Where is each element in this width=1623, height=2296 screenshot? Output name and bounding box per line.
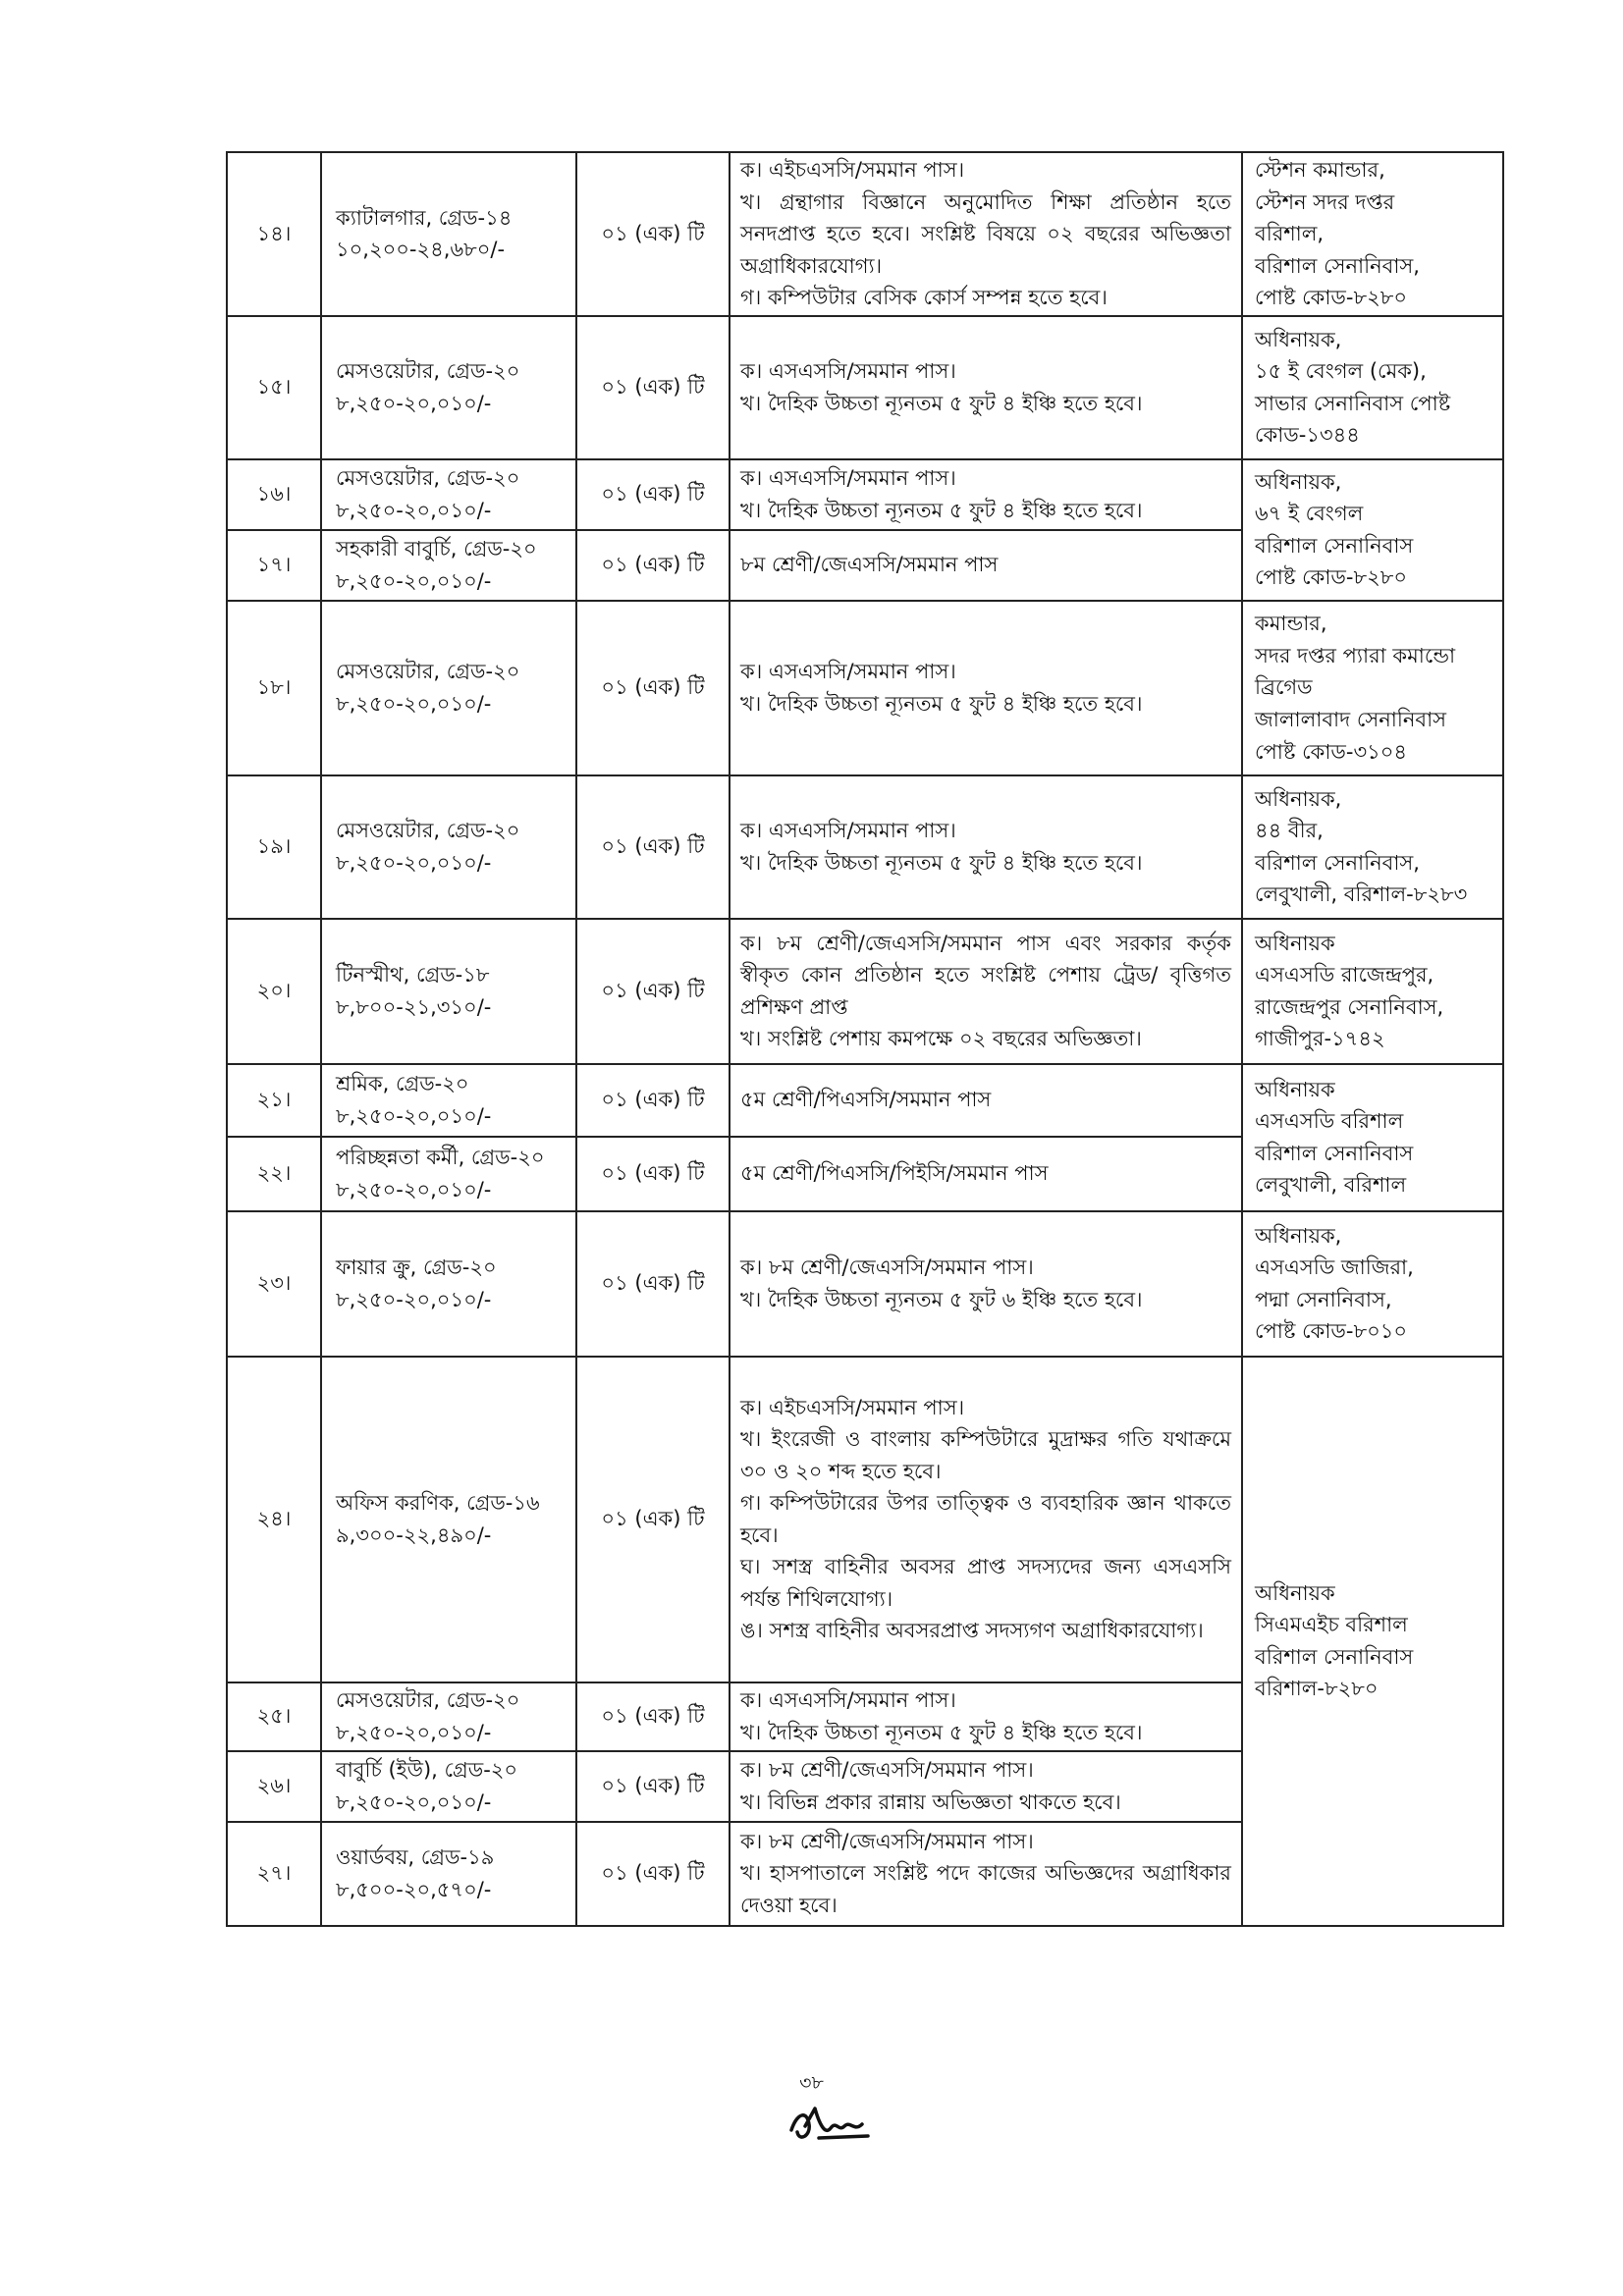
serial-number: ২১। (227, 1064, 321, 1137)
qualification: ক। এসএসসি/সমমান পাস। খ। দৈহিক উচ্চতা ন্যূনতম ৫ ফুট ৪ ইঞ্চি হতে হবে। (730, 1682, 1242, 1751)
vacancy-count: ০১ (এক) টি (576, 1357, 730, 1682)
vacancy-count: ০১ (এক) টি (576, 1822, 730, 1926)
qualification: ক। ৮ম শ্রেণী/জেএসসি/সমমান পাস। খ। হাসপাতালে সংশ্লিষ্ট পদে কাজের অভিজ্ঞদের অগ্রাধিকার দেওয়া হবে। (730, 1822, 1242, 1926)
handwritten-signature (785, 2103, 874, 2152)
post-name-grade-salary: সহকারী বাবুর্চি, গ্রেড-২০ ৮,২৫০-২০,০১০/- (321, 530, 576, 601)
vacancy-count: ০১ (এক) টি (576, 1682, 730, 1751)
vacancy-count: ০১ (এক) টি (576, 919, 730, 1064)
serial-number: ২০। (227, 919, 321, 1064)
table-row (227, 601, 1503, 775)
qualification: ক। এসএসসি/সমমান পাস। খ। দৈহিক উচ্চতা ন্যূনতম ৫ ফুট ৪ ইঞ্চি হতে হবে। (730, 601, 1242, 775)
qualification: ক। এসএসসি/সমমান পাস। খ। দৈহিক উচ্চতা ন্যূনতম ৫ ফুট ৪ ইঞ্চি হতে হবে। (730, 775, 1242, 919)
table-row (227, 775, 1503, 919)
table-row (227, 1211, 1503, 1357)
serial-number: ২৪। (227, 1357, 321, 1682)
serial-number: ১৪। (227, 152, 321, 316)
office-address: অধিনায়ক, ৪৪ বীর, বরিশাল সেনানিবাস, লেবুখালী, বরিশাল-৮২৮৩ (1242, 775, 1503, 919)
post-name-grade-salary: মেসওয়েটার, গ্রেড-২০ ৮,২৫০-২০,০১০/- (321, 1682, 576, 1751)
post-name-grade-salary: বাবুর্চি (ইউ), গ্রেড-২০ ৮,২৫০-২০,০১০/- (321, 1751, 576, 1822)
vacancy-count: ০১ (এক) টি (576, 1137, 730, 1211)
table-row (227, 1064, 1503, 1137)
table-row (227, 152, 1503, 316)
table-row (227, 1357, 1503, 1682)
qualification: ৫ম শ্রেণী/পিএসসি/পিইসি/সমমান পাস (730, 1137, 1242, 1211)
vacancy-count: ০১ (এক) টি (576, 152, 730, 316)
post-name-grade-salary: ওয়ার্ডবয়, গ্রেড-১৯ ৮,৫০০-২০,৫৭০/- (321, 1822, 576, 1926)
post-name-grade-salary: মেসওয়েটার, গ্রেড-২০ ৮,২৫০-২০,০১০/- (321, 459, 576, 530)
vacancy-count: ০১ (এক) টি (576, 1211, 730, 1357)
office-address: অধিনায়ক সিএমএইচ বরিশাল বরিশাল সেনানিবাস বরিশাল-৮২৮০ (1242, 1357, 1503, 1926)
office-address: অধিনায়ক, ১৫ ই বেংগল (মেক), সাভার সেনানিবাস পোষ্ট কোড-১৩৪৪ (1242, 316, 1503, 459)
serial-number: ১৭। (227, 530, 321, 601)
office-address: কমান্ডার, সদর দপ্তর প্যারা কমান্ডো ব্রিগেড জালালাবাদ সেনানিবাস পোষ্ট কোড-৩১০৪ (1242, 601, 1503, 775)
table-row (227, 459, 1503, 530)
post-name-grade-salary: মেসওয়েটার, গ্রেড-২০ ৮,২৫০-২০,০১০/- (321, 316, 576, 459)
serial-number: ২৭। (227, 1822, 321, 1926)
qualification: ক। এইচএসসি/সমমান পাস। খ। গ্রন্থাগার বিজ্ঞানে অনুমোদিত শিক্ষা প্রতিষ্ঠান হতে সনদপ্রাপ্ত হতে হবে। সংশ্লিষ্ট বিষয়ে ০২ বছরের অভিজ্ঞতা অগ্রাধিকারযোগ্য। গ। কম্পিউটার বেসিক কোর্স সম্পন্ন হতে হবে। (730, 152, 1242, 316)
qualification: ৮ম শ্রেণী/জেএসসি/সমমান পাস (730, 530, 1242, 601)
vacancy-count: ০১ (এক) টি (576, 601, 730, 775)
post-name-grade-salary: শ্রমিক, গ্রেড-২০ ৮,২৫০-২০,০১০/- (321, 1064, 576, 1137)
serial-number: ১৮। (227, 601, 321, 775)
table-row (227, 316, 1503, 459)
serial-number: ২৬। (227, 1751, 321, 1822)
vacancy-count: ০১ (এক) টি (576, 316, 730, 459)
qualification: ক। ৮ম শ্রেণী/জেএসসি/সমমান পাস। খ। দৈহিক উচ্চতা ন্যূনতম ৫ ফুট ৬ ইঞ্চি হতে হবে। (730, 1211, 1242, 1357)
serial-number: ২৩। (227, 1211, 321, 1357)
vacancy-count: ০১ (এক) টি (576, 775, 730, 919)
vacancy-count: ০১ (এক) টি (576, 1064, 730, 1137)
post-name-grade-salary: ক্যাটালগার, গ্রেড-১৪ ১০,২০০-২৪,৬৮০/- (321, 152, 576, 316)
office-address: অধিনায়ক এসএসডি রাজেন্দ্রপুর, রাজেন্দ্রপুর সেনানিবাস, গাজীপুর-১৭৪২ (1242, 919, 1503, 1064)
post-name-grade-salary: টিনস্মীথ, গ্রেড-১৮ ৮,৮০০-২১,৩১০/- (321, 919, 576, 1064)
serial-number: ২৫। (227, 1682, 321, 1751)
serial-number: ১৬। (227, 459, 321, 530)
vacancy-count: ০১ (এক) টি (576, 1751, 730, 1822)
qualification: ক। ৮ম শ্রেণী/জেএসসি/সমমান পাস। খ। বিভিন্ন প্রকার রান্নায় অভিজ্ঞতা থাকতে হবে। (730, 1751, 1242, 1822)
qualification: ক। এসএসসি/সমমান পাস। খ। দৈহিক উচ্চতা ন্যূনতম ৫ ফুট ৪ ইঞ্চি হতে হবে। (730, 316, 1242, 459)
office-address: অধিনায়ক এসএসডি বরিশাল বরিশাল সেনানিবাস লেবুখালী, বরিশাল (1242, 1064, 1503, 1211)
office-address: অধিনায়ক, ৬৭ ই বেংগল বরিশাল সেনানিবাস পোষ্ট কোড-৮২৮০ (1242, 459, 1503, 601)
post-name-grade-salary: মেসওয়েটার, গ্রেড-২০ ৮,২৫০-২০,০১০/- (321, 601, 576, 775)
serial-number: ১৯। (227, 775, 321, 919)
table-row (227, 919, 1503, 1064)
qualification: ক। এসএসসি/সমমান পাস। খ। দৈহিক উচ্চতা ন্যূনতম ৫ ফুট ৪ ইঞ্চি হতে হবে। (730, 459, 1242, 530)
qualification: ক। ৮ম শ্রেণী/জেএসসি/সমমান পাস এবং সরকার কর্তৃক স্বীকৃত কোন প্রতিষ্ঠান হতে সংশ্লিষ্ট পেশায় ট্রেড/ বৃত্তিগত প্রশিক্ষণ প্রাপ্ত খ। সংশ্লিষ্ট পেশায় কমপক্ষে ০২ বছরের অভিজ্ঞতা। (730, 919, 1242, 1064)
serial-number: ২২। (227, 1137, 321, 1211)
office-address: স্টেশন কমান্ডার, স্টেশন সদর দপ্তর বরিশাল, বরিশাল সেনানিবাস, পোষ্ট কোড-৮২৮০ (1242, 152, 1503, 316)
office-address: অধিনায়ক, এসএসডি জাজিরা, পদ্মা সেনানিবাস, পোষ্ট কোড-৮০১০ (1242, 1211, 1503, 1357)
serial-number: ১৫। (227, 316, 321, 459)
post-name-grade-salary: মেসওয়েটার, গ্রেড-২০ ৮,২৫০-২০,০১০/- (321, 775, 576, 919)
vacancy-count: ০১ (এক) টি (576, 530, 730, 601)
post-name-grade-salary: অফিস করণিক, গ্রেড-১৬ ৯,৩০০-২২,৪৯০/- (321, 1357, 576, 1682)
qualification: ৫ম শ্রেণী/পিএসসি/সমমান পাস (730, 1064, 1242, 1137)
post-name-grade-salary: ফায়ার ক্রু, গ্রেড-২০ ৮,২৫০-২০,০১০/- (321, 1211, 576, 1357)
vacancy-count: ০১ (এক) টি (576, 459, 730, 530)
vacancy-table (226, 151, 1504, 1927)
page-number: ৩৮ (799, 2072, 824, 2094)
post-name-grade-salary: পরিচ্ছন্নতা কর্মী, গ্রেড-২০ ৮,২৫০-২০,০১০/- (321, 1137, 576, 1211)
qualification: ক। এইচএসসি/সমমান পাস। খ। ইংরেজী ও বাংলায় কম্পিউটারে মুদ্রাক্ষর গতি যথাক্রমে ৩০ ও ২০ শব্দ হতে হবে। গ। কম্পিউটারের উপর তাত্ত্বিক ও ব্যবহারিক জ্ঞান থাকতে হবে। ঘ। সশস্ত্র বাহিনীর অবসর প্রাপ্ত সদস্যদের জন্য এসএসসি পর্যন্ত শিথিলযোগ্য। ঙ। সশস্ত্র বাহিনীর অবসরপ্রাপ্ত সদস্যগণ অগ্রাধিকারযোগ্য। (730, 1357, 1242, 1682)
